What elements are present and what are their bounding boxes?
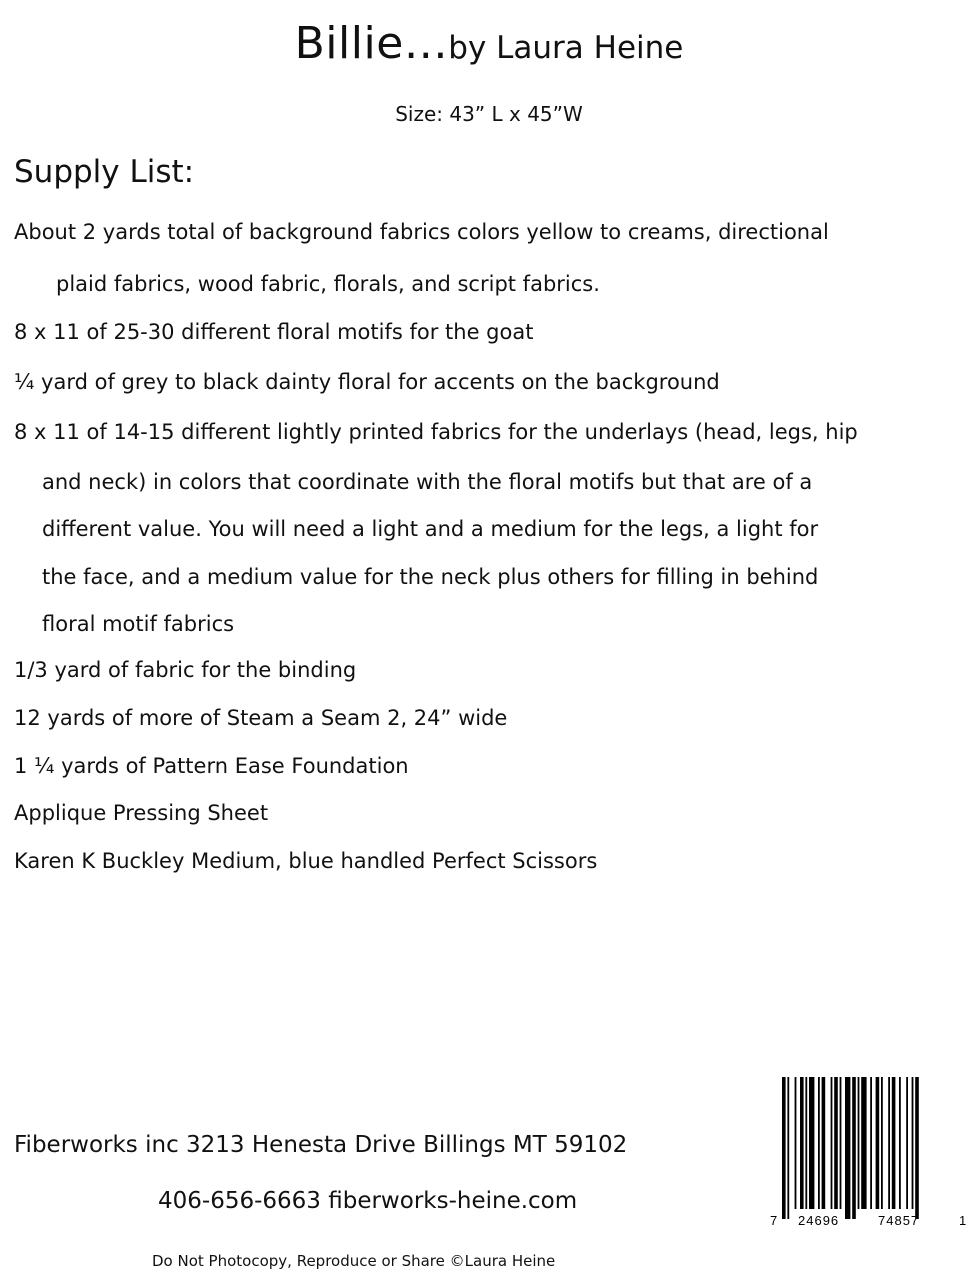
barcode-bar <box>809 1077 814 1209</box>
copyright-notice: Do Not Photocopy, Reproduce or Share ©Laura Heine <box>152 1252 556 1270</box>
list-item: 1/3 yard of fabric for the binding <box>14 658 357 682</box>
barcode-bar <box>840 1077 842 1209</box>
list-item: 8 x 11 of 25-30 different floral motifs for the goat <box>14 320 534 344</box>
list-item: 8 x 11 of 14-15 different lightly printed fabrics for the underlays (head, legs, hip <box>14 420 858 444</box>
barcode-bar <box>795 1077 797 1209</box>
barcode-digit-left: 7 <box>770 1213 778 1228</box>
list-item-continuation: different value. You will need a light and a medium for the legs, a light for <box>42 517 819 541</box>
list-item: ¼ yard of grey to black dainty floral for accents on the background <box>14 370 720 394</box>
barcode-bar <box>818 1077 820 1209</box>
barcode-group-2: 74857 <box>878 1213 920 1228</box>
list-item: 1 ¼ yards of Pattern Ease Foundation <box>14 754 409 778</box>
barcode-bar <box>881 1077 883 1209</box>
barcode-bar <box>834 1077 838 1209</box>
barcode <box>768 1075 968 1235</box>
barcode-bar <box>822 1077 826 1209</box>
barcode-bar <box>845 1077 850 1219</box>
barcode-digit-right: 1 <box>959 1213 967 1228</box>
list-item-continuation: floral motif fabrics <box>42 612 235 636</box>
barcode-bar <box>870 1077 872 1209</box>
barcode-bar <box>906 1077 908 1209</box>
barcode-bar <box>915 1077 919 1219</box>
barcode-bar <box>805 1077 807 1209</box>
page-title <box>0 18 978 69</box>
barcode-bars <box>782 1077 919 1219</box>
quilt-size: Size: 43” L x 45”W <box>395 102 583 126</box>
list-item-continuation: the face, and a medium value for the neck plus others for filling in behind <box>42 565 819 589</box>
list-item: Karen K Buckley Medium, blue handled Perfect Scissors <box>14 849 598 873</box>
supply-list-heading: Supply List: <box>14 154 195 190</box>
barcode-bar <box>892 1077 896 1209</box>
barcode-bar <box>888 1077 890 1209</box>
barcode-bar <box>787 1077 789 1219</box>
title-author: by Laura Heine <box>448 30 684 66</box>
list-item: Applique Pressing Sheet <box>14 801 269 825</box>
title-name: Billie… <box>294 18 449 69</box>
list-item-continuation: and neck) in colors that coordinate with the floral motifs but that are of a <box>42 470 813 494</box>
list-item: 12 yards of more of Steam a Seam 2, 24” wide <box>14 706 508 730</box>
barcode-bar <box>861 1077 866 1209</box>
list-item-continuation: plaid fabrics, wood fabric, florals, and script fabrics. <box>56 272 600 296</box>
company-address: Fiberworks inc 3213 Henesta Drive Billings MT 59102 <box>14 1132 628 1158</box>
company-contact: 406-656-6663 fiberworks-heine.com <box>158 1188 578 1214</box>
barcode-bar <box>852 1077 856 1219</box>
barcode-group-1: 24696 <box>798 1213 840 1228</box>
barcode-bar <box>782 1077 786 1219</box>
barcode-bar <box>831 1077 833 1209</box>
barcode-bar <box>899 1077 901 1209</box>
barcode-bar <box>800 1077 804 1209</box>
barcode-bar <box>912 1077 914 1209</box>
list-item: About 2 yards total of background fabrics colors yellow to creams, directional <box>14 220 829 244</box>
barcode-bar <box>876 1077 880 1209</box>
barcode-bar <box>858 1077 860 1209</box>
